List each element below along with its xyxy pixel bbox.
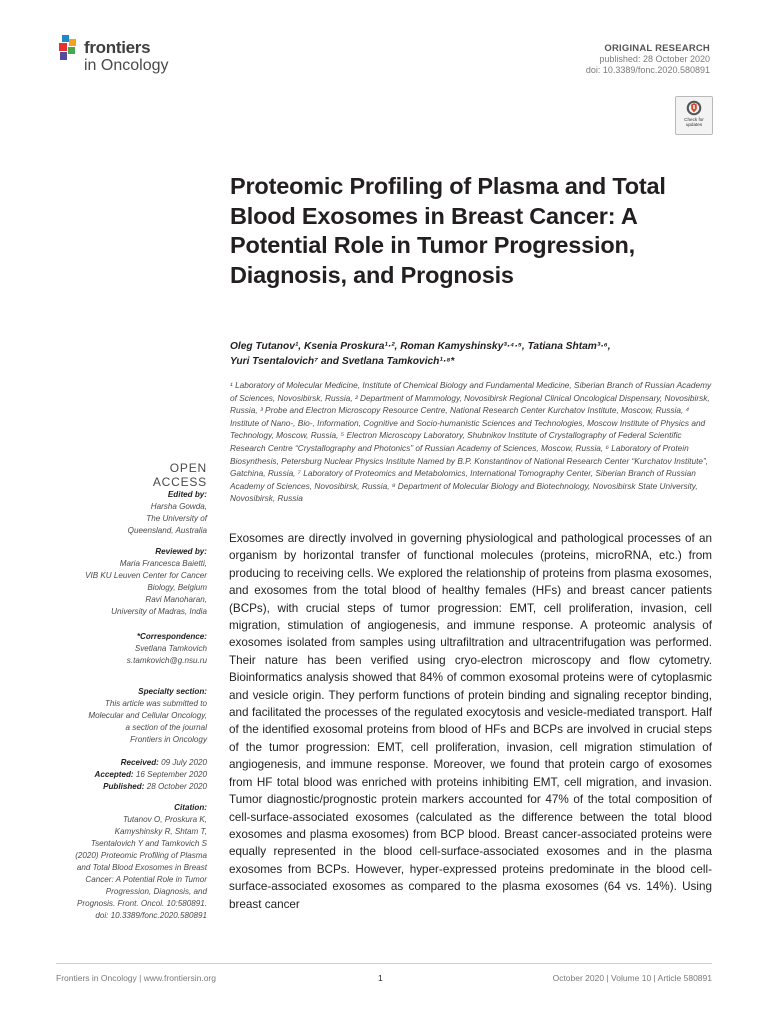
logo-brand: frontiers: [84, 38, 151, 57]
logo-journal-name: in Oncology: [84, 57, 169, 74]
page-number: 1: [378, 973, 383, 983]
correspondence-email[interactable]: s.tamkovich@g.nsu.ru: [126, 656, 207, 665]
editor-affiliation: The University of: [146, 514, 207, 523]
footer-issue-info: October 2020 | Volume 10 | Article 580891: [552, 973, 712, 983]
article-title: Proteomic Profiling of Plasma and Total Blood Exosomes in Breast Cancer: A Potential Role in Tumor Progression, Diagnosis, and Prognosis: [230, 173, 666, 288]
citation-label: Citation:: [174, 803, 207, 812]
citation-block: Citation: Tutanov O, Proskura K, Kamyshinsky R, Shtam T, Tsentalovich Y and Tamkovich S (2020) Proteomic Profiling of Plasma and Total Blood Exosomes in Breast Cancer: A Potential Role in Tumor Progression, Diagnosis, and Prognosis. Front. Oncol. 10:580891. doi: 10.3389/fonc.2020.580891: [40, 802, 207, 922]
footer-journal-link[interactable]: Frontiers in Oncology | www.frontiersin.org: [56, 973, 216, 983]
frontiers-logo-icon: [56, 35, 80, 61]
journal-logo[interactable]: [56, 33, 196, 81]
article-meta: [586, 43, 710, 76]
authors-line[interactable]: Oleg Tutanov¹, Ksenia Proskura¹·², Roman Kamyshinsky³·⁴·⁵, Tatiana Shtam³·⁶,: [230, 341, 611, 352]
specialty-label: Specialty section:: [138, 687, 207, 696]
affiliations: ¹ Laboratory of Molecular Medicine, Institute of Chemical Biology and Fundamental Medicine, Siberian Branch of Russian Academy of Sciences, Novosibirsk, Russia, ² Department of Mammology, Novosibirsk Regional Clinical Oncological Dispensary, Novosibirsk, Russia, ³ Probe and Electron Microscopy Resource Centre, National Research Center Kurchatov Institute, Moscow, Russia, ⁴ Institute of Nano-, Bio-, Information, Cognitive and Socio-humanistic Sciences and Technologies, Moscow Institute of Physics and Technology, Moscow, Russia, ⁵ Electron Microscopy Laboratory, Shubnikov Institute of Crystallography of Federal Scientific Research Centre “Crystallography and Photonics” of Russian Academy of Sciences, Moscow, Russia, ⁶ Laboratory of Protein Biosynthesis, Petersburg Nuclear Physics Institute Named by B.P. Konstantinov of National Research Center “Kurchatov Institute”, Gatchina, Russia, ⁷ Laboratory of Proteomics and Metabolomics, International Tomography Center, Siberian Branch of Russian Academy of Sciences, Novosibirsk, Russia, ⁸ Department of Molecular Biology and Biotechnology, Novosibirsk State University, Novosibirsk, Russia: [230, 380, 712, 504]
reviewer-name: Maria Francesca Baietti,: [119, 559, 207, 568]
correspondence-name: Svetlana Tamkovich: [134, 644, 207, 653]
reviewer-affiliation: Biology, Belgium: [147, 583, 207, 592]
badge-text: Check for updates: [684, 117, 704, 127]
edited-by-block: [40, 489, 207, 537]
open-access-label: OPEN ACCESS: [152, 461, 207, 489]
editor-affiliation: Queensland, Australia: [127, 526, 207, 535]
reviewer-affiliation: University of Madras, India: [111, 607, 207, 616]
received-date: Received: 09 July 2020: [120, 758, 207, 767]
abstract-text: Exosomes are directly involved in governing physiological and pathological processes of an organism by horizontal transfer of functional molecules (proteins, microRNA, etc.) from producing to receiving cells. We explored the relationship of proteins from plasma exosomes, and exosomes from the total blood of healthy females (HFs) and breast cancer patients (BCPs), with crucial steps of tumor progression: EMT, cell proliferation, invasion, cell migration, stimulation of angiogenesis, and immune response. A proteomic analysis of exosomes isolated from samples using ultrafiltration and ultracentrifugation was performed. Their nature has been verified using cryo-electron microscopy and flow cytometry. Bioinformatics analysis showed that 84% of common exosomal proteins were of cytoplasmic and vesicle origin. They perform functions of protein binding and signaling receptor binding, and facilitated the processes of the regulated exocytosis and vesicle-mediated transport. Half of the identified exosomal proteins from blood of HFs and BCPs are involved in crucial steps of the tumor progression: EMT, cell proliferation, invasion, cell migration stimulation of angiogenesis, and immune response. Moreover, we found that protein cargo of exosomes from HF total blood was enriched with proteins inhibiting EMT, cell migration, and invasion. Tumor diagnostic/prognostic protein markers accounted for 47% of the total composition of cell-surface-associated exosomes (calculated as the difference between the total blood exosomes and plasma exosomes) from BCP blood. Breast cancer-associated proteins were equally represented in the blood cell-surface-associated exosomes and in the plasma exosomes from BCPs. However, hyper-expressed proteins predominate in the blood cell-surface-associated exosomes as compared to the plasma exosomes (64 vs. 14%). Using breast cancer: [229, 532, 712, 911]
correspondence-block: [40, 631, 207, 667]
doi[interactable]: doi: 10.3389/fonc.2020.580891: [585, 65, 710, 75]
dates-block: [40, 757, 207, 793]
editor-name: Harsha Gowda,: [150, 502, 207, 511]
specialty-section-block: Specialty section: This article was submitted to Molecular and Cellular Oncology, a section of the journal Frontiers in Oncology: [40, 686, 207, 746]
edited-by-label: Edited by:: [167, 490, 207, 499]
correspondence-label: *Correspondence:: [136, 632, 207, 641]
reviewed-by-label: Reviewed by:: [155, 547, 207, 556]
reviewer-affiliation: VIB KU Leuven Center for Cancer: [85, 571, 207, 580]
author-list: [230, 339, 710, 369]
article-type: ORIGINAL RESEARCH: [604, 43, 710, 54]
published-date-side: Published: 28 October 2020: [103, 782, 207, 791]
reviewed-by-block: [40, 546, 207, 618]
reviewer-name: Ravi Manoharan,: [145, 595, 207, 604]
check-updates-icon: [686, 100, 702, 116]
check-for-updates-badge[interactable]: [675, 96, 713, 135]
footer-divider: [56, 963, 712, 964]
accepted-date: Accepted: 16 September 2020: [94, 770, 207, 779]
citation-doi[interactable]: doi: 10.3389/fonc.2020.580891: [95, 911, 207, 920]
authors-line[interactable]: Yuri Tsentalovich⁷ and Svetlana Tamkovich¹·⁸*: [230, 356, 455, 367]
published-date: published: 28 October 2020: [599, 54, 710, 64]
